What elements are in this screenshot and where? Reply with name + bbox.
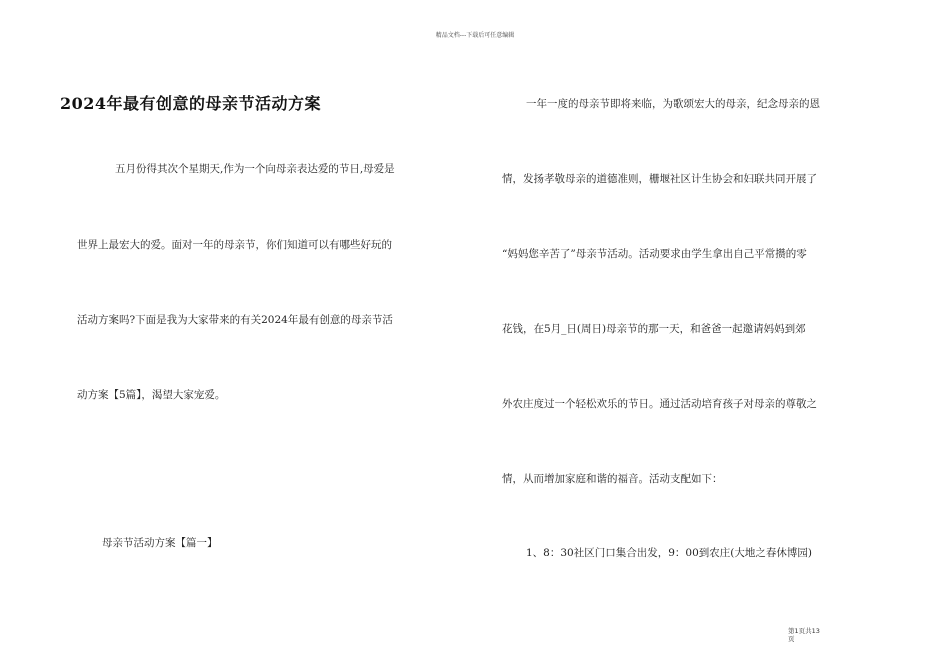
- right-paragraph-line: 一年一度的母亲节即将来临，为歌颂宏大的母亲，纪念母亲的恩: [526, 98, 820, 110]
- left-paragraph-line: 活动方案吗?下面是我为大家带来的有关2024年最有创意的母亲节活: [77, 314, 393, 326]
- right-paragraph-line: 花钱，在5月_日(周日)母亲节的那一天，和爸爸一起邀请妈妈到郊: [502, 323, 806, 335]
- page-header: 精品文档---下载后可任意编辑: [435, 32, 515, 39]
- left-paragraph-line: 五月份得其次个星期天,作为一个向母亲表达爱的节日,母爱是: [115, 163, 395, 175]
- left-paragraph-line: 世界上最宏大的爱。面对一年的母亲节，你们知道可以有哪些好玩的: [77, 239, 392, 251]
- page-number-line: 页: [788, 635, 795, 643]
- page-number-line: 第1页共13: [788, 627, 820, 635]
- page-number: [788, 627, 828, 643]
- right-paragraph-line: 情，发扬孝敬母亲的道德准则，栅堰社区计生协会和妇联共同开展了: [502, 173, 817, 185]
- section-heading: 母亲节活动方案【篇一】: [102, 537, 218, 549]
- right-paragraph-line: 外农庄度过一个轻松欢乐的节日。通过活动培育孩子对母亲的尊敬之: [502, 398, 817, 410]
- schedule-item: 1、8：30社区门口集合出发，9：00到农庄(大地之春休博园): [526, 547, 812, 559]
- right-paragraph-line: “妈妈您辛苦了”母亲节活动。活动要求由学生拿出自己平常攒的零: [502, 248, 807, 260]
- right-paragraph-line: 情，从而增加家庭和谐的福音。活动支配如下：: [502, 473, 723, 485]
- document-title: 2024年最有创意的母亲节活动方案: [60, 94, 322, 113]
- left-paragraph-line: 动方案【5篇】，渴望大家宠爱。: [77, 389, 226, 401]
